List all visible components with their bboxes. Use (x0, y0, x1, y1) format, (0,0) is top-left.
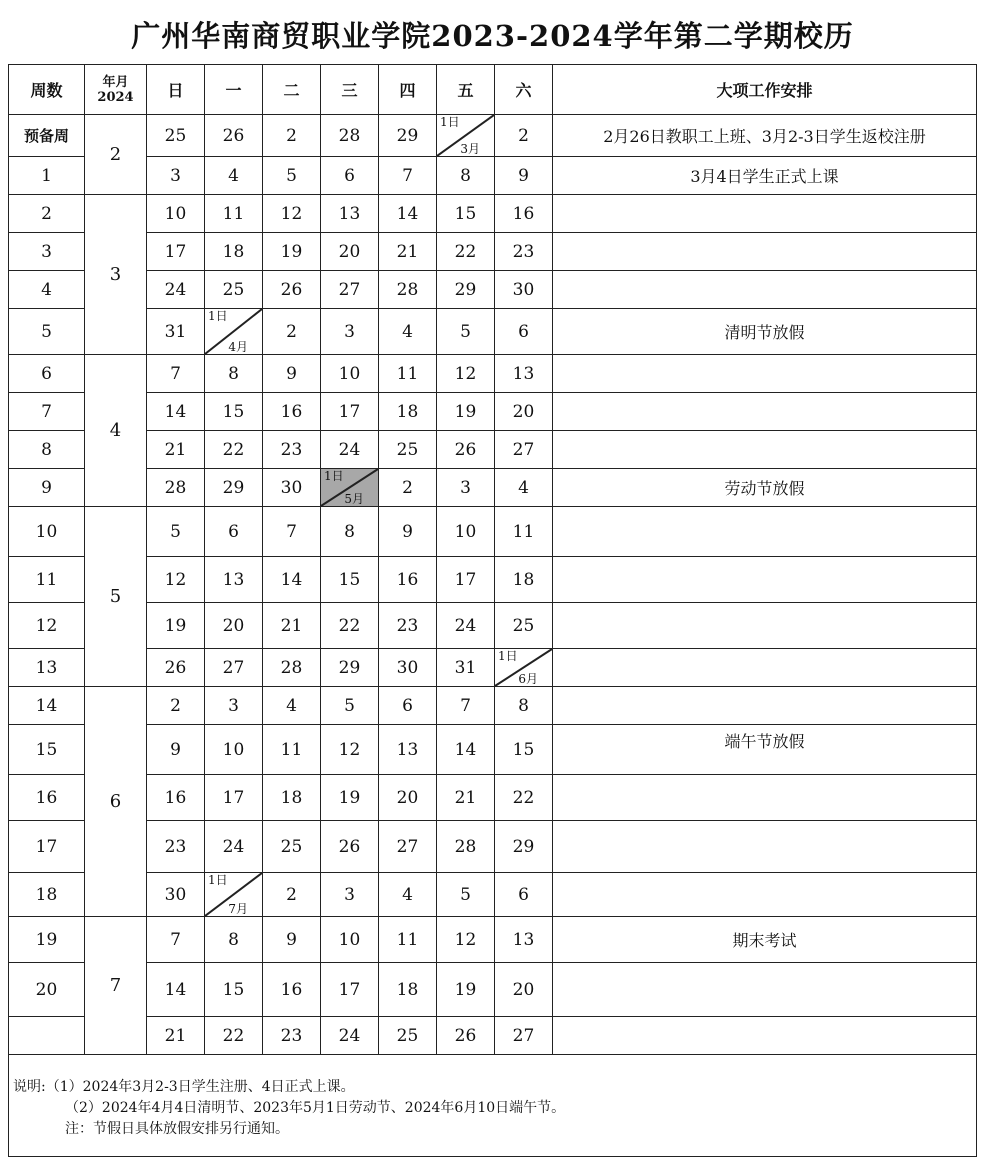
date-cell: 24 (205, 821, 263, 873)
date-cell: 25 (379, 1017, 437, 1055)
month-cell: 3 (85, 195, 147, 355)
date-cell: 31 (147, 309, 205, 355)
footer-line-3: 注：节假日具体放假安排另行通知。 (65, 1121, 289, 1137)
month-start-day: 1日 (498, 649, 518, 663)
week-number: 9 (9, 469, 85, 507)
month-start-day: 1日 (208, 873, 228, 887)
month-start-month: 4月 (228, 340, 248, 354)
date-cell: 18 (205, 233, 263, 271)
week-number: 12 (9, 603, 85, 649)
date-cell: 9 (263, 917, 321, 963)
week-number: 18 (9, 873, 85, 917)
date-cell: 30 (495, 271, 553, 309)
date-cell: 24 (321, 1017, 379, 1055)
week-number (9, 1017, 85, 1055)
date-cell: 26 (147, 649, 205, 687)
date-cell: 11 (205, 195, 263, 233)
work-arrangement (553, 233, 977, 271)
month-start-cell (321, 469, 379, 507)
date-cell: 26 (263, 271, 321, 309)
date-cell: 21 (147, 1017, 205, 1055)
date-cell: 28 (379, 271, 437, 309)
work-arrangement (553, 873, 977, 917)
date-cell: 26 (437, 1017, 495, 1055)
date-cell: 12 (437, 917, 495, 963)
date-cell: 4 (205, 157, 263, 195)
date-cell: 13 (495, 917, 553, 963)
date-cell: 13 (495, 355, 553, 393)
date-cell: 27 (205, 649, 263, 687)
date-cell: 23 (263, 431, 321, 469)
work-arrangement: 劳动节放假 (553, 469, 977, 507)
date-cell: 17 (147, 233, 205, 271)
date-cell: 30 (263, 469, 321, 507)
date-cell: 22 (495, 775, 553, 821)
date-cell: 25 (379, 431, 437, 469)
week-number: 14 (9, 687, 85, 725)
date-cell: 9 (147, 725, 205, 775)
date-cell: 5 (437, 873, 495, 917)
week-number: 13 (9, 649, 85, 687)
date-cell: 22 (205, 1017, 263, 1055)
date-cell: 11 (263, 725, 321, 775)
date-cell: 17 (321, 963, 379, 1017)
date-cell: 3 (205, 687, 263, 725)
date-cell: 30 (147, 873, 205, 917)
date-cell: 10 (147, 195, 205, 233)
week-row (9, 469, 977, 507)
date-cell: 26 (437, 431, 495, 469)
date-cell: 13 (379, 725, 437, 775)
date-cell: 2 (263, 115, 321, 157)
week-number: 10 (9, 507, 85, 557)
work-arrangement (553, 775, 977, 821)
work-arrangement: 3月4日学生正式上课 (553, 157, 977, 195)
date-cell: 8 (321, 507, 379, 557)
date-cell: 18 (379, 963, 437, 1017)
footer-line-1: 说明:（1）2024年3月2-3日学生注册、4日正式上课。 (13, 1079, 355, 1095)
date-cell: 18 (263, 775, 321, 821)
date-cell: 17 (437, 557, 495, 603)
date-cell: 11 (495, 507, 553, 557)
date-cell: 4 (379, 309, 437, 355)
date-cell: 8 (205, 917, 263, 963)
header-day-thu: 四 (379, 65, 437, 115)
date-cell: 25 (263, 821, 321, 873)
date-cell: 5 (147, 507, 205, 557)
week-number: 20 (9, 963, 85, 1017)
week-number: 2 (9, 195, 85, 233)
header-day-fri: 五 (437, 65, 495, 115)
date-cell: 10 (205, 725, 263, 775)
header-day-mon: 一 (205, 65, 263, 115)
date-cell: 25 (147, 115, 205, 157)
month-start-month: 5月 (344, 492, 364, 506)
date-cell: 29 (495, 821, 553, 873)
week-row (9, 507, 977, 557)
date-cell: 7 (437, 687, 495, 725)
date-cell: 5 (437, 309, 495, 355)
date-cell: 11 (379, 917, 437, 963)
date-cell: 12 (437, 355, 495, 393)
week-number: 16 (9, 775, 85, 821)
date-cell: 13 (321, 195, 379, 233)
week-number: 17 (9, 821, 85, 873)
date-cell: 22 (437, 233, 495, 271)
date-cell: 27 (495, 431, 553, 469)
date-cell: 3 (321, 873, 379, 917)
date-cell: 14 (147, 393, 205, 431)
date-cell: 23 (379, 603, 437, 649)
work-arrangement (553, 431, 977, 469)
work-arrangement (553, 603, 977, 649)
month-start-day: 1日 (208, 309, 228, 323)
header-day-tue: 二 (263, 65, 321, 115)
date-cell: 19 (321, 775, 379, 821)
date-cell: 20 (495, 393, 553, 431)
work-arrangement (553, 271, 977, 309)
date-cell: 28 (321, 115, 379, 157)
date-cell: 27 (321, 271, 379, 309)
date-cell: 7 (147, 917, 205, 963)
week-number: 预备周 (9, 115, 85, 157)
month-start-cell (205, 873, 263, 917)
date-cell: 16 (263, 393, 321, 431)
month-cell: 7 (85, 917, 147, 1055)
date-cell: 15 (437, 195, 495, 233)
work-arrangement (553, 507, 977, 557)
date-cell: 4 (495, 469, 553, 507)
week-number: 15 (9, 725, 85, 775)
header-month-line2: 2024 (97, 89, 134, 105)
date-cell: 8 (437, 157, 495, 195)
month-start-month: 3月 (460, 142, 480, 156)
date-cell: 20 (205, 603, 263, 649)
date-cell: 31 (437, 649, 495, 687)
month-start-cell (437, 115, 495, 157)
date-cell: 23 (263, 1017, 321, 1055)
date-cell: 4 (263, 687, 321, 725)
week-row (9, 195, 977, 233)
date-cell: 3 (437, 469, 495, 507)
date-cell: 18 (495, 557, 553, 603)
date-cell: 28 (437, 821, 495, 873)
footer-notes (9, 1055, 977, 1157)
date-cell: 10 (321, 355, 379, 393)
work-arrangement (553, 557, 977, 603)
month-cell: 4 (85, 355, 147, 507)
date-cell: 10 (437, 507, 495, 557)
date-cell: 9 (379, 507, 437, 557)
date-cell: 22 (205, 431, 263, 469)
work-arrangement: 2月26日教职工上班、3月2-3日学生返校注册 (553, 115, 977, 157)
date-cell: 20 (379, 775, 437, 821)
date-cell: 7 (147, 355, 205, 393)
week-row (9, 431, 977, 469)
date-cell: 7 (263, 507, 321, 557)
footer-row (9, 1055, 977, 1157)
date-cell: 2 (263, 873, 321, 917)
footer-line-2: （2）2024年4月4日清明节、2023年5月1日劳动节、2024年6月10日端午节。 (65, 1100, 566, 1116)
work-arrangement (553, 963, 977, 1017)
date-cell: 23 (147, 821, 205, 873)
date-cell: 8 (495, 687, 553, 725)
date-cell: 18 (379, 393, 437, 431)
date-cell: 17 (205, 775, 263, 821)
date-cell: 29 (205, 469, 263, 507)
date-cell: 12 (321, 725, 379, 775)
date-cell: 21 (379, 233, 437, 271)
date-cell: 2 (379, 469, 437, 507)
date-cell: 6 (205, 507, 263, 557)
date-cell: 22 (321, 603, 379, 649)
week-row (9, 115, 977, 157)
week-row (9, 963, 977, 1017)
date-cell: 24 (321, 431, 379, 469)
date-cell: 13 (205, 557, 263, 603)
date-cell: 29 (379, 115, 437, 157)
date-cell: 19 (263, 233, 321, 271)
week-row (9, 393, 977, 431)
date-cell: 3 (321, 309, 379, 355)
date-cell: 24 (147, 271, 205, 309)
date-cell: 6 (379, 687, 437, 725)
date-cell: 20 (495, 963, 553, 1017)
date-cell: 19 (147, 603, 205, 649)
date-cell: 12 (263, 195, 321, 233)
week-number: 8 (9, 431, 85, 469)
header-week: 周数 (9, 65, 85, 115)
date-cell: 2 (263, 309, 321, 355)
work-arrangement: 清明节放假 (553, 309, 977, 355)
month-start-month: 6月 (518, 672, 538, 686)
header-month-line1: 年月 (102, 74, 129, 90)
week-row (9, 603, 977, 649)
date-cell: 5 (263, 157, 321, 195)
date-cell: 16 (263, 963, 321, 1017)
date-cell: 15 (205, 393, 263, 431)
date-cell: 15 (495, 725, 553, 775)
date-cell: 6 (495, 873, 553, 917)
date-cell: 5 (321, 687, 379, 725)
header-notes: 大项工作安排 (553, 65, 977, 115)
date-cell: 14 (379, 195, 437, 233)
date-cell: 12 (147, 557, 205, 603)
work-arrangement: 期末考试 (553, 917, 977, 963)
date-cell: 26 (205, 115, 263, 157)
date-cell: 15 (205, 963, 263, 1017)
work-arrangement (553, 821, 977, 873)
week-row (9, 355, 977, 393)
calendar-body (9, 115, 977, 1055)
date-cell: 26 (321, 821, 379, 873)
date-cell: 21 (263, 603, 321, 649)
header-month (85, 65, 147, 115)
month-start-month: 7月 (228, 902, 248, 916)
date-cell: 27 (379, 821, 437, 873)
date-cell: 25 (495, 603, 553, 649)
date-cell: 6 (495, 309, 553, 355)
date-cell: 21 (437, 775, 495, 821)
date-cell: 28 (147, 469, 205, 507)
week-row (9, 1017, 977, 1055)
month-cell: 6 (85, 687, 147, 917)
week-number: 6 (9, 355, 85, 393)
date-cell: 16 (147, 775, 205, 821)
week-row (9, 557, 977, 603)
school-calendar-table (8, 64, 977, 1157)
month-cell: 2 (85, 115, 147, 195)
header-day-wed: 三 (321, 65, 379, 115)
date-cell: 17 (321, 393, 379, 431)
week-number: 5 (9, 309, 85, 355)
week-row (9, 157, 977, 195)
week-row (9, 271, 977, 309)
date-cell: 15 (321, 557, 379, 603)
date-cell: 29 (321, 649, 379, 687)
date-cell: 10 (321, 917, 379, 963)
date-cell: 24 (437, 603, 495, 649)
date-cell: 14 (147, 963, 205, 1017)
work-arrangement (553, 1017, 977, 1055)
week-row (9, 233, 977, 271)
month-start-cell (495, 649, 553, 687)
week-number: 11 (9, 557, 85, 603)
work-arrangement: 端午节放假 (553, 725, 977, 775)
date-cell: 25 (205, 271, 263, 309)
work-arrangement (553, 355, 977, 393)
week-row (9, 649, 977, 687)
work-arrangement (553, 649, 977, 687)
header-row (9, 65, 977, 115)
month-start-day: 1日 (440, 115, 460, 129)
date-cell: 8 (205, 355, 263, 393)
week-row (9, 309, 977, 355)
date-cell: 21 (147, 431, 205, 469)
date-cell: 9 (495, 157, 553, 195)
date-cell: 30 (379, 649, 437, 687)
header-day-sat: 六 (495, 65, 553, 115)
work-arrangement (553, 195, 977, 233)
week-row (9, 687, 977, 725)
page-title: 广州华南商贸职业学院2023-2024学年第二学期校历 (131, 19, 854, 53)
week-row (9, 873, 977, 917)
month-start-day: 1日 (324, 469, 344, 483)
date-cell: 3 (147, 157, 205, 195)
date-cell: 9 (263, 355, 321, 393)
date-cell: 27 (495, 1017, 553, 1055)
header-day-sun: 日 (147, 65, 205, 115)
date-cell: 16 (495, 195, 553, 233)
date-cell: 14 (263, 557, 321, 603)
date-cell: 19 (437, 393, 495, 431)
week-row (9, 821, 977, 873)
date-cell: 2 (495, 115, 553, 157)
week-row (9, 725, 977, 775)
date-cell: 23 (495, 233, 553, 271)
date-cell: 4 (379, 873, 437, 917)
date-cell: 6 (321, 157, 379, 195)
week-number: 4 (9, 271, 85, 309)
date-cell: 28 (263, 649, 321, 687)
date-cell: 11 (379, 355, 437, 393)
week-number: 1 (9, 157, 85, 195)
month-cell: 5 (85, 507, 147, 687)
week-number: 3 (9, 233, 85, 271)
week-row (9, 775, 977, 821)
date-cell: 29 (437, 271, 495, 309)
date-cell: 14 (437, 725, 495, 775)
date-cell: 20 (321, 233, 379, 271)
week-number: 7 (9, 393, 85, 431)
date-cell: 2 (147, 687, 205, 725)
week-row (9, 917, 977, 963)
date-cell: 19 (437, 963, 495, 1017)
month-start-cell (205, 309, 263, 355)
date-cell: 16 (379, 557, 437, 603)
date-cell: 7 (379, 157, 437, 195)
work-arrangement (553, 393, 977, 431)
work-arrangement (553, 687, 977, 725)
week-number: 19 (9, 917, 85, 963)
